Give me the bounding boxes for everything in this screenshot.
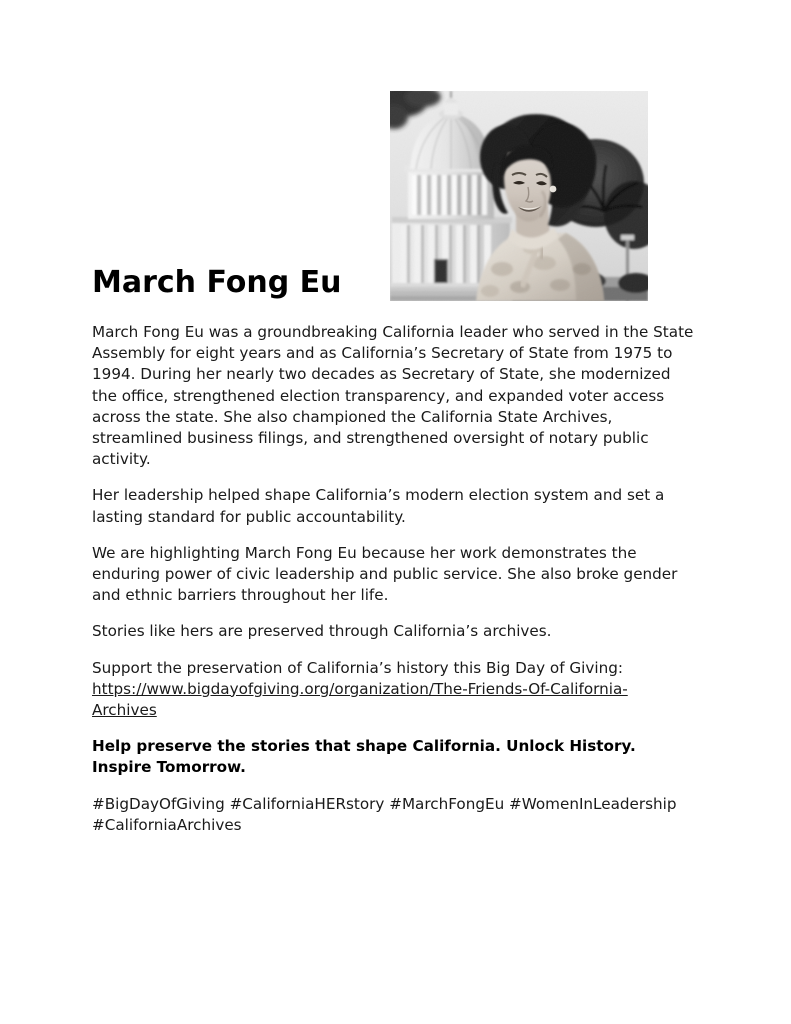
paragraph-leadership: Her leadership helped shape California’s modern election system and set a lasting standard for public accountability. — [92, 486, 665, 526]
page-title: March Fong Eu — [92, 265, 342, 300]
paragraph-support-call — [92, 658, 696, 722]
paragraph-call-to-action: Help preserve the stories that shape California. Unlock History. Inspire Tomorrow. — [92, 737, 636, 777]
paragraph-archives: Stories like hers are preserved through California’s archives. — [92, 622, 552, 641]
paragraph-hashtags: #BigDayOfGiving #CaliforniaHERstory #MarchFongEu #WomenInLeadership #CaliforniaArchives — [92, 794, 677, 834]
big-day-of-giving-link[interactable] — [92, 679, 696, 721]
march-fong-eu-portrait-image — [390, 91, 648, 301]
portrait-photo-graphic — [390, 91, 648, 301]
paragraph-why-highlighted: We are highlighting March Fong Eu because her work demonstrates the enduring power of civic leadership and public service. She also broke gender and ethnic barriers throughout her life. — [92, 543, 678, 605]
document-body — [92, 322, 696, 836]
link-line-1: https://www.bigdayofgiving.org/organization/The-Friends-Of-California- — [92, 679, 628, 698]
paragraph-biography: March Fong Eu was a groundbreaking California leader who served in the State Assembly for eight years and as California’s Secretary of State from 1975 to 1994. During her nearly two decades as Secretary of State, she modernized the office, strengthened election transparency, and expanded voter access across the state. She also championed the California State Archives, streamlined business filings, and strengthened oversight of notary public activity. — [92, 323, 694, 469]
link-line-2: Archives — [92, 701, 157, 720]
support-intro-text: Support the preservation of California’s history this Big Day of Giving: — [92, 658, 623, 677]
